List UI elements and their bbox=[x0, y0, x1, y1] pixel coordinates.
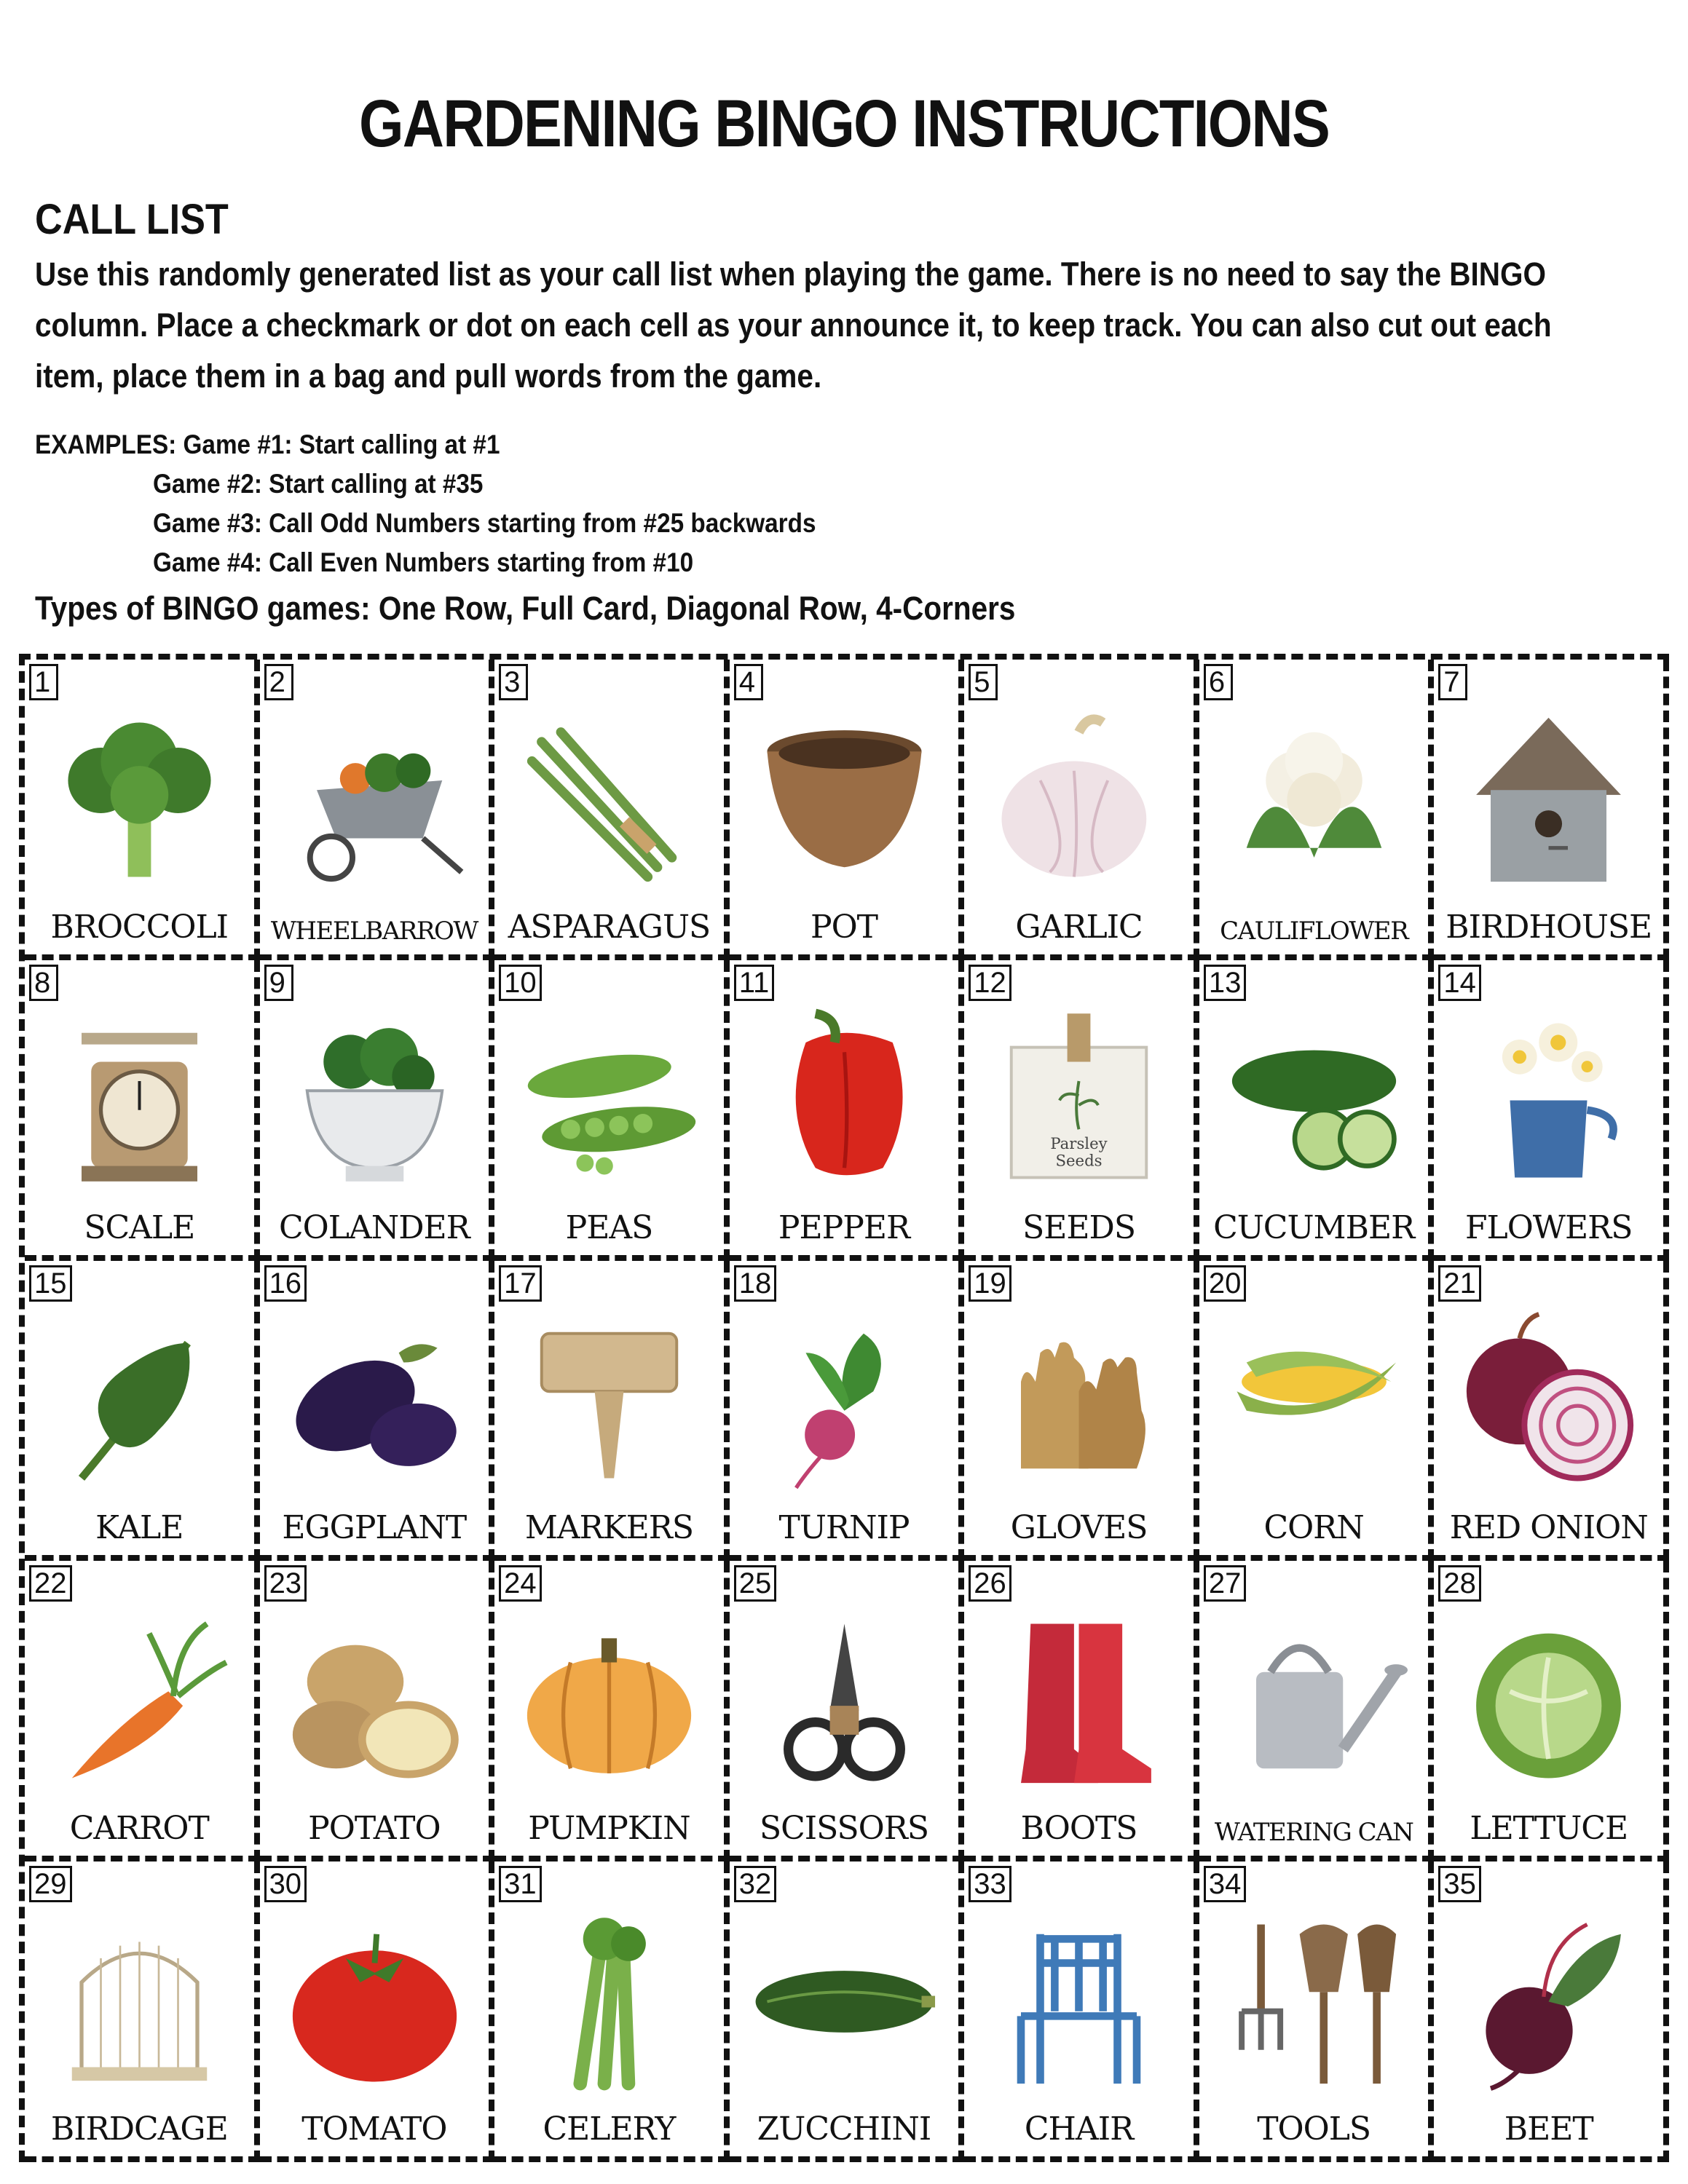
bingo-cell-cauliflower bbox=[1199, 660, 1435, 960]
bingo-cell-kale bbox=[25, 1261, 260, 1562]
seed-packet-text: Seeds bbox=[1055, 1151, 1103, 1170]
celery-icon bbox=[509, 1905, 709, 2098]
bingo-cell-flowers bbox=[1434, 960, 1669, 1261]
cell-label: KALE bbox=[95, 1509, 184, 1547]
lettuce-icon bbox=[1448, 1605, 1649, 1797]
example-game-2: Game #2: Start calling at #35 bbox=[153, 469, 484, 499]
bingo-cell-pepper bbox=[730, 960, 965, 1261]
bingo-cell-zucchini bbox=[730, 1861, 965, 2162]
zucchini-icon bbox=[744, 1905, 944, 2098]
bingo-cell-wheelbarrow bbox=[260, 660, 495, 960]
pumpkin-icon bbox=[509, 1605, 709, 1797]
corn-icon bbox=[1214, 1305, 1414, 1497]
cell-number: 27 bbox=[1204, 1565, 1247, 1602]
beet-icon bbox=[1448, 1905, 1649, 2098]
cell-label: WATERING CAN bbox=[1214, 1818, 1413, 1848]
cell-label: SCALE bbox=[84, 1208, 195, 1246]
bingo-cell-scale bbox=[25, 960, 260, 1261]
kale-icon bbox=[39, 1305, 240, 1497]
bingo-cell-birdcage bbox=[25, 1861, 260, 2162]
cell-label: LETTUCE bbox=[1470, 1810, 1628, 1848]
asparagus-icon bbox=[509, 703, 709, 896]
cell-label: CARROT bbox=[69, 1810, 209, 1848]
garden-marker-icon bbox=[509, 1305, 709, 1497]
cell-label: POTATO bbox=[308, 1810, 441, 1848]
cell-label: BOOTS bbox=[1020, 1810, 1137, 1848]
cell-label: CORN bbox=[1263, 1509, 1364, 1547]
cell-number: 23 bbox=[264, 1565, 307, 1602]
cell-label: TOMATO bbox=[301, 2110, 447, 2148]
cell-number: 32 bbox=[734, 1866, 777, 1902]
broccoli-icon bbox=[39, 703, 240, 896]
cell-label: ASPARAGUS bbox=[508, 908, 711, 946]
bingo-cell-pot bbox=[730, 660, 965, 960]
red-onion-icon bbox=[1448, 1305, 1649, 1497]
cell-number: 30 bbox=[264, 1866, 307, 1902]
cell-number: 3 bbox=[499, 664, 528, 700]
cell-label: BEET bbox=[1504, 2110, 1593, 2148]
bingo-cell-lettuce bbox=[1434, 1561, 1669, 1861]
cell-label: PEPPER bbox=[778, 1208, 910, 1246]
cell-number: 17 bbox=[499, 1265, 542, 1302]
examples-label: EXAMPLES: bbox=[35, 430, 177, 459]
cell-number: 11 bbox=[734, 965, 775, 1001]
bingo-cell-asparagus bbox=[494, 660, 730, 960]
cell-label: ZUCCHINI bbox=[757, 2110, 931, 2148]
wheelbarrow-icon bbox=[275, 703, 475, 896]
cell-number: 12 bbox=[969, 965, 1011, 1001]
bingo-cell-turnip bbox=[730, 1261, 965, 1562]
cell-number: 19 bbox=[969, 1265, 1011, 1302]
cell-number: 15 bbox=[29, 1265, 72, 1302]
bingo-cell-red-onion bbox=[1434, 1261, 1669, 1562]
watering-can-icon bbox=[1214, 1605, 1414, 1797]
gloves-icon bbox=[979, 1305, 1179, 1497]
bingo-cell-celery bbox=[494, 1861, 730, 2162]
cell-label: TURNIP bbox=[778, 1509, 910, 1547]
cell-number: 5 bbox=[969, 664, 998, 700]
bingo-types-line: Types of BINGO games: One Row, Full Card, Diagonal Row, 4-Corners bbox=[35, 590, 1016, 627]
bingo-cell-tomato bbox=[260, 1861, 495, 2162]
cell-number: 9 bbox=[264, 965, 293, 1001]
cell-label: GLOVES bbox=[1010, 1509, 1148, 1547]
bingo-cell-seeds bbox=[964, 960, 1199, 1261]
cell-number: 8 bbox=[29, 965, 58, 1001]
cell-number: 16 bbox=[264, 1265, 307, 1302]
pepper-icon bbox=[744, 1004, 944, 1197]
page-title: GARDENING BINGO INSTRUCTIONS bbox=[358, 87, 1330, 161]
cell-label: CAULIFLOWER bbox=[1220, 916, 1408, 946]
tomato-icon bbox=[275, 1905, 475, 2098]
cell-label: SEEDS bbox=[1022, 1208, 1135, 1246]
cell-label: COLANDER bbox=[278, 1208, 470, 1246]
bingo-cell-boots bbox=[964, 1561, 1199, 1861]
cell-number: 13 bbox=[1204, 965, 1247, 1001]
potato-icon bbox=[275, 1605, 475, 1797]
chair-icon bbox=[979, 1905, 1179, 2098]
cell-number: 33 bbox=[969, 1866, 1011, 1902]
cell-number: 1 bbox=[29, 664, 58, 700]
cell-number: 4 bbox=[734, 664, 763, 700]
turnip-icon bbox=[744, 1305, 944, 1497]
cell-label: MARKERS bbox=[524, 1509, 694, 1547]
cell-label: BROCCOLI bbox=[50, 908, 229, 946]
bingo-cell-watering-can bbox=[1199, 1561, 1435, 1861]
cell-number: 14 bbox=[1438, 965, 1481, 1001]
cell-label: WHEELBARROW bbox=[270, 916, 478, 946]
scale-icon bbox=[39, 1004, 240, 1197]
cell-label: CUCUMBER bbox=[1213, 1208, 1415, 1246]
bingo-cell-carrot bbox=[25, 1561, 260, 1861]
birdhouse-icon bbox=[1448, 703, 1649, 896]
bingo-cell-markers bbox=[494, 1261, 730, 1562]
boots-icon bbox=[979, 1605, 1179, 1797]
bingo-cell-peas bbox=[494, 960, 730, 1261]
cell-label: EGGPLANT bbox=[282, 1509, 467, 1547]
cell-label: TOOLS bbox=[1257, 2110, 1371, 2148]
cell-label: SCISSORS bbox=[759, 1810, 929, 1848]
bingo-cell-broccoli bbox=[25, 660, 260, 960]
example-game-4: Game #4: Call Even Numbers starting from #10 bbox=[153, 547, 694, 577]
cell-label: BIRDHOUSE bbox=[1446, 908, 1652, 946]
cell-label: CELERY bbox=[543, 2110, 676, 2148]
bingo-cell-corn bbox=[1199, 1261, 1435, 1562]
bingo-cell-beet bbox=[1434, 1861, 1669, 2162]
flowers-icon bbox=[1448, 1004, 1649, 1197]
bingo-cell-garlic bbox=[964, 660, 1199, 960]
carrot-icon bbox=[39, 1605, 240, 1797]
seed-packet-text: Parsley bbox=[1050, 1133, 1108, 1152]
cell-label: POT bbox=[810, 908, 877, 946]
peas-icon bbox=[509, 1004, 709, 1197]
cell-number: 31 bbox=[499, 1866, 542, 1902]
seeds-packet-icon bbox=[979, 1004, 1179, 1197]
cell-label: CHAIR bbox=[1024, 2110, 1134, 2148]
colander-icon bbox=[275, 1004, 475, 1197]
bingo-cell-potato bbox=[260, 1561, 495, 1861]
cell-number: 7 bbox=[1438, 664, 1467, 700]
cell-number: 22 bbox=[29, 1565, 72, 1602]
cell-number: 28 bbox=[1438, 1565, 1481, 1602]
cell-label: BIRDCAGE bbox=[50, 2110, 228, 2148]
call-list-description: Use this randomly generated list as your call list when playing the game. There is no need to say the BINGO column. Place a checkmark or dot on each cell as your announce it, to keep track. You can also cut out each item, place them in a bag and pull words from the game. bbox=[35, 256, 1552, 395]
cell-number: 29 bbox=[29, 1866, 72, 1902]
birdcage-icon bbox=[39, 1905, 240, 2098]
bingo-cell-tools bbox=[1199, 1861, 1435, 2162]
cell-number: 10 bbox=[499, 965, 542, 1001]
cell-number: 25 bbox=[734, 1565, 777, 1602]
cell-number: 34 bbox=[1204, 1866, 1247, 1902]
cauliflower-icon bbox=[1214, 703, 1414, 896]
bingo-cell-cucumber bbox=[1199, 960, 1435, 1261]
cell-label: PUMPKIN bbox=[528, 1810, 690, 1848]
garlic-icon bbox=[979, 703, 1179, 896]
cell-number: 6 bbox=[1204, 664, 1233, 700]
bingo-cell-pumpkin bbox=[494, 1561, 730, 1861]
cell-label: RED ONION bbox=[1449, 1509, 1648, 1547]
bingo-cell-eggplant bbox=[260, 1261, 495, 1562]
bingo-cell-colander bbox=[260, 960, 495, 1261]
examples-line-1 bbox=[35, 430, 500, 460]
cell-label: PEAS bbox=[565, 1208, 653, 1246]
call-list-grid bbox=[19, 654, 1669, 2162]
cell-number: 21 bbox=[1438, 1265, 1481, 1302]
call-list-heading: CALL LIST bbox=[35, 196, 229, 243]
example-game-3: Game #3: Call Odd Numbers starting from #25 backwards bbox=[153, 508, 816, 538]
cell-number: 24 bbox=[499, 1565, 542, 1602]
bingo-cell-birdhouse bbox=[1434, 660, 1669, 960]
cell-number: 18 bbox=[734, 1265, 777, 1302]
bingo-cell-scissors bbox=[730, 1561, 965, 1861]
pot-icon bbox=[744, 703, 944, 896]
scissors-icon bbox=[744, 1605, 944, 1797]
eggplant-icon bbox=[275, 1305, 475, 1497]
bingo-cell-gloves bbox=[964, 1261, 1199, 1562]
cucumber-icon bbox=[1214, 1004, 1414, 1197]
cell-number: 2 bbox=[264, 664, 293, 700]
garden-tools-icon bbox=[1214, 1905, 1414, 2098]
cell-number: 35 bbox=[1438, 1866, 1481, 1902]
cell-number: 26 bbox=[969, 1565, 1011, 1602]
example-game-1: Game #1: Start calling at #1 bbox=[183, 430, 500, 459]
cell-label: GARLIC bbox=[1015, 908, 1143, 946]
cell-number: 20 bbox=[1204, 1265, 1247, 1302]
bingo-cell-chair bbox=[964, 1861, 1199, 2162]
cell-label: FLOWERS bbox=[1464, 1208, 1633, 1246]
